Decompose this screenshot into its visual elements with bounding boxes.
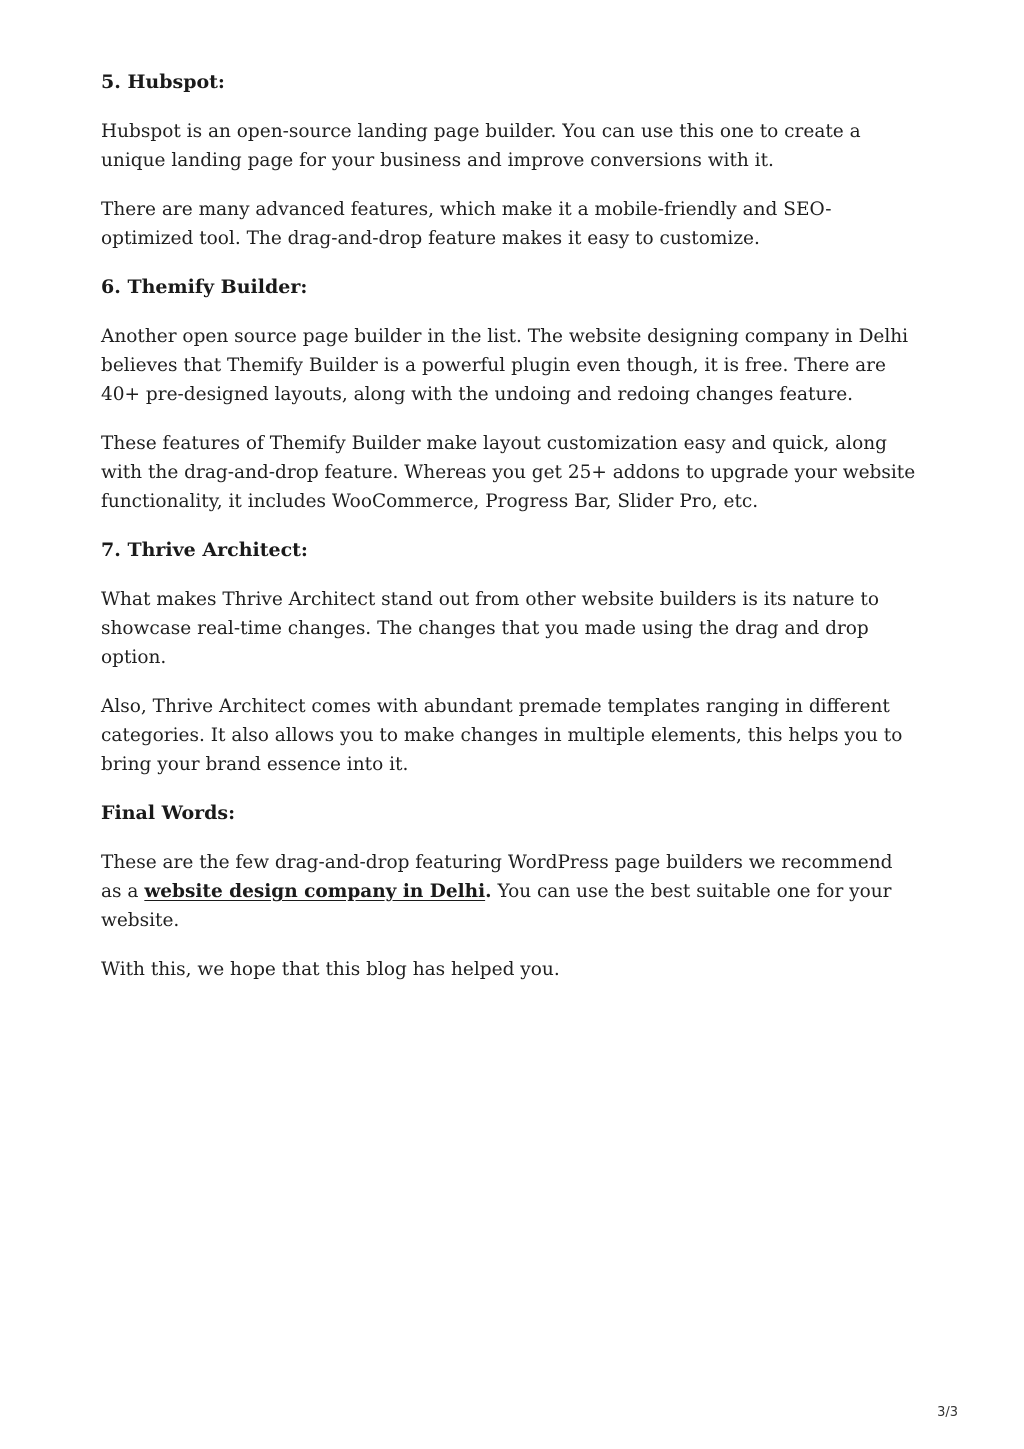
- page-number: 3/3: [937, 1405, 958, 1420]
- final-text-after-link: You can use the best suitable one for your website.: [101, 881, 892, 931]
- paragraph-final-words: [101, 848, 916, 935]
- paragraph-hubspot-features: There are many advanced features, which make it a mobile-friendly and SEO-optimized tool. The drag-and-drop feature makes it easy to customize.: [101, 199, 832, 249]
- paragraph-thrive-templates: Also, Thrive Architect comes with abundant premade templates ranging in different categories. It also allows you to make changes in multiple elements, this helps you to bring your brand essence into it.: [101, 696, 903, 775]
- heading-hubspot: 5. Hubspot:: [101, 71, 225, 93]
- heading-final-words: Final Words:: [101, 802, 236, 824]
- final-text-before-link: These are the few drag-and-drop featuring WordPress page builders we recommend as a: [101, 852, 893, 902]
- paragraph-themify-intro: Another open source page builder in the list. The website designing company in Delhi believes that Themify Builder is a powerful plugin even though, it is free. There are 40+ pre-designed layouts, along with the undoing and redoing changes feature.: [101, 326, 909, 405]
- paragraph-closing: With this, we hope that this blog has helped you.: [101, 959, 560, 980]
- paragraph-hubspot-intro: Hubspot is an open-source landing page builder. You can use this one to create a unique landing page for your business and improve conversions with it.: [101, 121, 861, 171]
- paragraph-thrive-intro: What makes Thrive Architect stand out from other website builders is its nature to showcase real-time changes. The changes that you made using the drag and drop option.: [101, 589, 879, 668]
- heading-thrive-architect: 7. Thrive Architect:: [101, 539, 308, 561]
- website-design-company-link[interactable]: website design company in Delhi: [144, 881, 486, 902]
- heading-themify-builder: 6. Themify Builder:: [101, 276, 308, 298]
- paragraph-themify-features: These features of Themify Builder make layout customization easy and quick, along with the drag-and-drop feature. Whereas you get 25+ addons to upgrade your website functionality, it includes WooCommerce, Progress Bar, Slider Pro, etc.: [101, 433, 916, 512]
- document-page: [101, 68, 916, 1004]
- final-link-period: .: [485, 881, 492, 902]
